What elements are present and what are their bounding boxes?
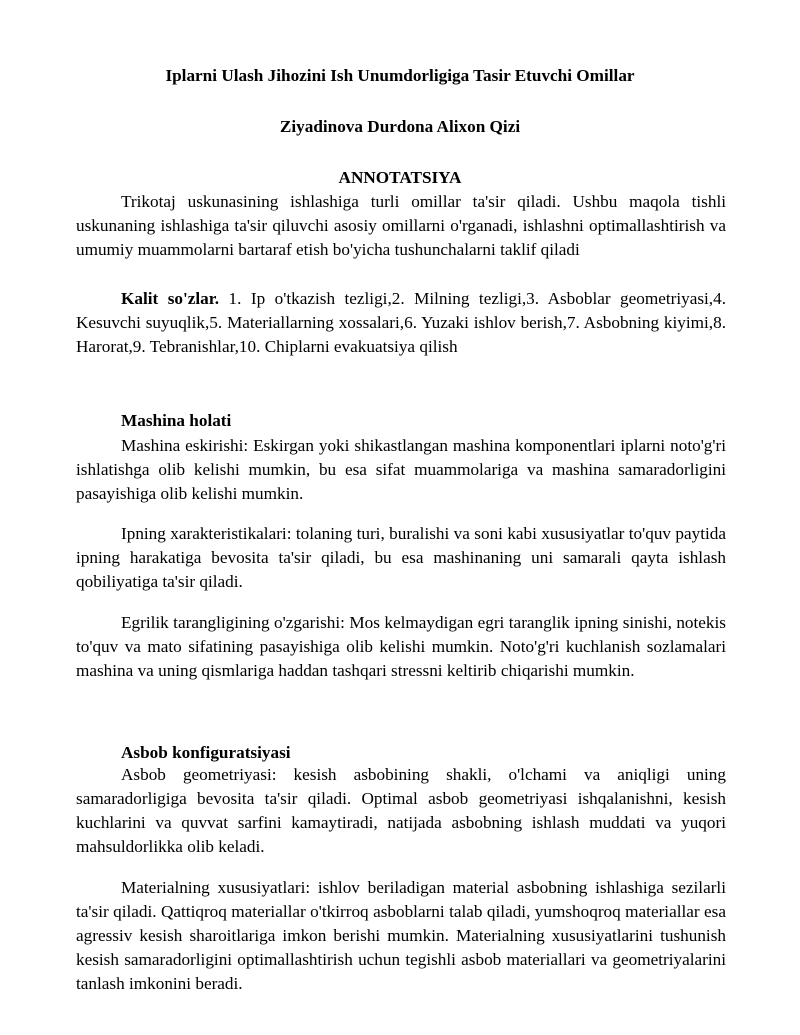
author-name: Ziyadinova Durdona Alixon Qizi — [279, 117, 521, 136]
section-heading-machine-condition: Mashina holati — [121, 411, 232, 430]
section-paragraph — [76, 434, 726, 506]
section-paragraph — [76, 611, 726, 683]
section-heading-tool-configuration: Asbob konfiguratsiyasi — [121, 743, 291, 762]
paragraph-text: Ipning xarakteristikalari: tolaning turi, buralishi va soni kabi xususiyatlar to'quv paytida ipning harakatiga bevosita ta'sir qiladi, bu esa mashinaning uni samarali qayta ishlash qobiliyatiga ta'sir qiladi. — [76, 524, 726, 591]
section-paragraph — [76, 522, 726, 594]
paragraph-text: Egrilik tarangligining o'zgarishi: Mos kelmaydigan egri taranglik ipning sinishi, notekis to'quv va mato sifatining pasayishiga olib kelishi mumkin. Noto'g'ri kuchlanish sozlamalari mashina va uning qismlariga haddan tashqari stressni keltirib chiqarishi mumkin. — [76, 613, 726, 680]
abstract-heading: ANNOTATSIYA — [338, 168, 462, 187]
keywords-label: Kalit so'zlar. — [121, 289, 220, 308]
paragraph-text: Materialning xususiyatlari: ishlov beriladigan material asbobning ishlashiga sezilarli ta'sir qiladi. Qattiqroq materiallar o'tkirroq asboblarni talab qiladi, yumshoqroq materiallar esa agressiv kesish sharoitlariga imkon berishi mumkin. Materialning xususiyatlarini tushunish kesish samaradorligini optimallashtirish uchun tegishli asbob materiallari va geometriyalarini tanlash imkonini beradi. — [76, 878, 726, 993]
abstract-text: Trikotaj uskunasining ishlashiga turli omillar ta'sir qiladi. Ushbu maqola tishli uskunaning ishlashiga ta'sir qiluvchi asosiy omillarni o'rganadi, ishlashni optimallashtirish va umumiy muammolarni bartaraf etish bo'yicha tushunchalarni taklif qiladi — [76, 192, 726, 259]
paragraph-text: Mashina eskirishi: Eskirgan yoki shikastlangan mashina komponentlari iplarni noto'g'ri ishlatishga olib kelishi mumkin, bu esa sifat muammolariga va mashina samaradorligini pasayishiga olib kelishi mumkin. — [76, 436, 726, 503]
paper-title: Iplarni Ulash Jihozini Ish Unumdorligiga Tasir Etuvchi Omillar — [165, 66, 635, 85]
keywords-text: 1. Ip o'tkazish tezligi,2. Milning tezligi,3. Asboblar geometriyasi,4. Kesuvchi suyuqlik,5. Materiallarning xossalari,6. Yuzaki ishlov berish,7. Asbobning kiyimi,8. Harorat,9. Tebranishlar,10. Chiplarni evakuatsiya qilish — [76, 289, 726, 356]
paragraph-text: Asbob geometriyasi: kesish asbobining shakli, o'lchami va aniqligi uning samaradorligiga bevosita ta'sir qiladi. Optimal asbob geometriyasi ishqalanishni, kesish kuchlarini va quvvat sarfini kamaytiradi, natijada asbobning ishlash muddati va yuqori mahsuldorlikka olib keladi. — [76, 765, 726, 856]
abstract-paragraph — [76, 190, 726, 262]
section-paragraph — [76, 876, 726, 996]
section-paragraph — [76, 763, 726, 859]
keywords-paragraph — [76, 287, 726, 359]
